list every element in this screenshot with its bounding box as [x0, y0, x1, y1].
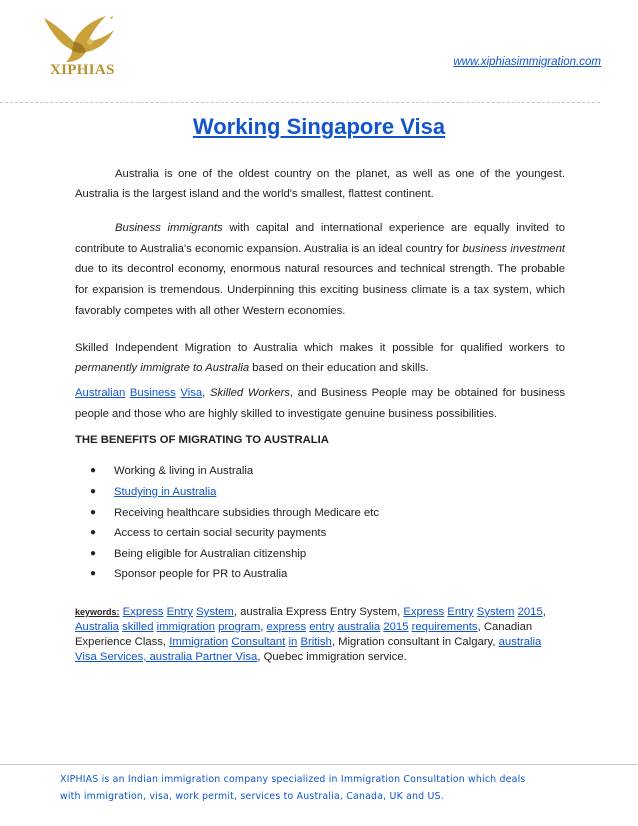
permanent-immigrate-term: permanently immigrate to Australia — [75, 362, 250, 375]
keyword-link[interactable]: Immigration — [169, 635, 229, 648]
bullet-icon: ● — [90, 527, 97, 539]
keywords-text: , Migration consultant in Calgary, — [331, 635, 499, 648]
paragraph-text: due to its decontrol economy, enormous natural resources and technical strength. The probable for expansion is tremendous. Underpinning this exciting business climate is a tax system, which favorably competes with all other Western economies. — [75, 263, 565, 317]
keyword-link[interactable]: Consultant — [231, 635, 286, 648]
business-investment-term: business investment — [462, 242, 565, 255]
australian-link[interactable]: Australian — [75, 386, 126, 399]
paragraph-text: , and Business People may be obtained for business people and those who are highly skilled to investigate genuine business possibilities. — [75, 386, 566, 420]
keyword-link[interactable]: express — [266, 620, 307, 633]
keyword-link[interactable]: Australia — [75, 620, 119, 633]
paragraph-text: based on their education and skills. — [249, 362, 429, 375]
header-divider — [0, 102, 600, 103]
keyword-link[interactable]: System — [196, 605, 234, 618]
keyword-link[interactable]: 2015 — [517, 605, 543, 618]
footer-divider — [0, 764, 638, 765]
business-link[interactable]: Business — [129, 386, 176, 399]
keyword-link[interactable]: Express — [403, 605, 445, 618]
benefits-list — [90, 461, 565, 585]
keyword-link[interactable]: British — [300, 635, 332, 648]
page-title: Working Singapore Visa — [192, 114, 446, 139]
list-item — [90, 461, 565, 482]
list-item — [90, 564, 565, 585]
business-immigrants-term: Business immigrants — [115, 222, 223, 234]
skilled-migration-paragraph — [75, 338, 565, 379]
list-item — [90, 544, 565, 565]
website-link[interactable]: www.xiphiasimmigration.com — [453, 56, 601, 68]
keywords-text: , Canadian Experience Class, — [75, 620, 533, 648]
visa-link[interactable]: Visa — [180, 386, 203, 399]
bullet-icon: ● — [90, 485, 97, 497]
bullet-icon: ● — [90, 568, 97, 580]
keywords-text: , australia Express Entry System, — [233, 605, 404, 618]
keyword-link[interactable]: Entry — [447, 605, 474, 618]
keyword-link[interactable]: skilled — [122, 620, 154, 633]
skilled-workers-term: Skilled Workers — [209, 386, 290, 399]
intro-text: Australia is one of the oldest country on the planet, as well as one of the youngest. Australia is the largest island and the world's smallest, flattest continent. — [75, 168, 565, 200]
keyword-link[interactable]: 2015 — [383, 620, 409, 633]
list-item-text: Being eligible for Australian citizenship — [114, 547, 307, 560]
paragraph-text: with capital and international experience are equally invited to contribute to Australia's economic expansion. Australia is an ideal country for — [75, 222, 566, 255]
paragraph-text: Skilled Independent Migration to Australia which makes it possible for qualified workers to — [75, 341, 565, 354]
logo-wordmark: XIPHIAS — [50, 62, 115, 78]
footer-line: with immigration, visa, work permit, services to Australia, Canada, UK and US. — [60, 791, 444, 802]
keyword-link[interactable]: Entry — [166, 605, 193, 618]
keywords-paragraph: keywords: Express Entry System, australia Express Entry System, Express Entry System 2015, Australia skilled immigration program, express entry australia 2015 requirements, Canadian Experience Class, Immigration Consultant in British, Migration consultant in Calgary, australia Visa Services, australia Partner Visa, Quebec immigration service. — [75, 605, 546, 663]
list-item — [90, 482, 565, 503]
keyword-link[interactable]: australia — [337, 620, 381, 633]
keyword-link[interactable]: entry — [309, 620, 335, 633]
bullet-icon: ● — [90, 506, 97, 518]
intro-paragraph — [75, 164, 565, 204]
keyword-link[interactable]: australia Visa Services, australia Partner Visa — [75, 635, 542, 663]
list-item — [90, 503, 565, 524]
footer — [60, 771, 560, 805]
keyword-link[interactable]: Express — [122, 605, 164, 618]
eagle-icon — [36, 12, 128, 64]
list-item-text: Working & living in Australia — [114, 465, 254, 478]
keyword-link[interactable]: requirements — [411, 620, 478, 633]
article-body — [75, 164, 565, 665]
keyword-link[interactable]: immigration — [156, 620, 216, 633]
keyword-link[interactable]: System — [476, 605, 515, 618]
keywords-text: , Quebec immigration service. — [257, 650, 407, 663]
visa-types-paragraph — [75, 383, 565, 424]
list-item — [90, 523, 565, 544]
keywords-label: keywords: — [75, 606, 120, 617]
keyword-link[interactable]: in — [288, 635, 298, 648]
keyword-link[interactable]: program — [218, 620, 261, 633]
bullet-icon: ● — [90, 547, 97, 559]
paragraph-text: , — [202, 386, 210, 399]
benefits-heading: THE BENEFITS OF MIGRATING TO AUSTRALIA — [75, 434, 329, 447]
list-item-text: Sponsor people for PR to Australia — [114, 568, 288, 581]
xiphias-logo[interactable] — [36, 12, 128, 82]
business-immigrants-paragraph — [75, 218, 565, 322]
studying-in-australia-link[interactable]: Studying in Australia — [114, 485, 217, 498]
list-item-text: Access to certain social security payments — [114, 527, 327, 540]
footer-line: XIPHIAS is an Indian immigration company specialized in Immigration Consultation which deals — [60, 774, 526, 785]
list-item-text: Receiving healthcare subsidies through Medicare etc — [114, 506, 379, 519]
bullet-icon: ● — [90, 465, 97, 477]
